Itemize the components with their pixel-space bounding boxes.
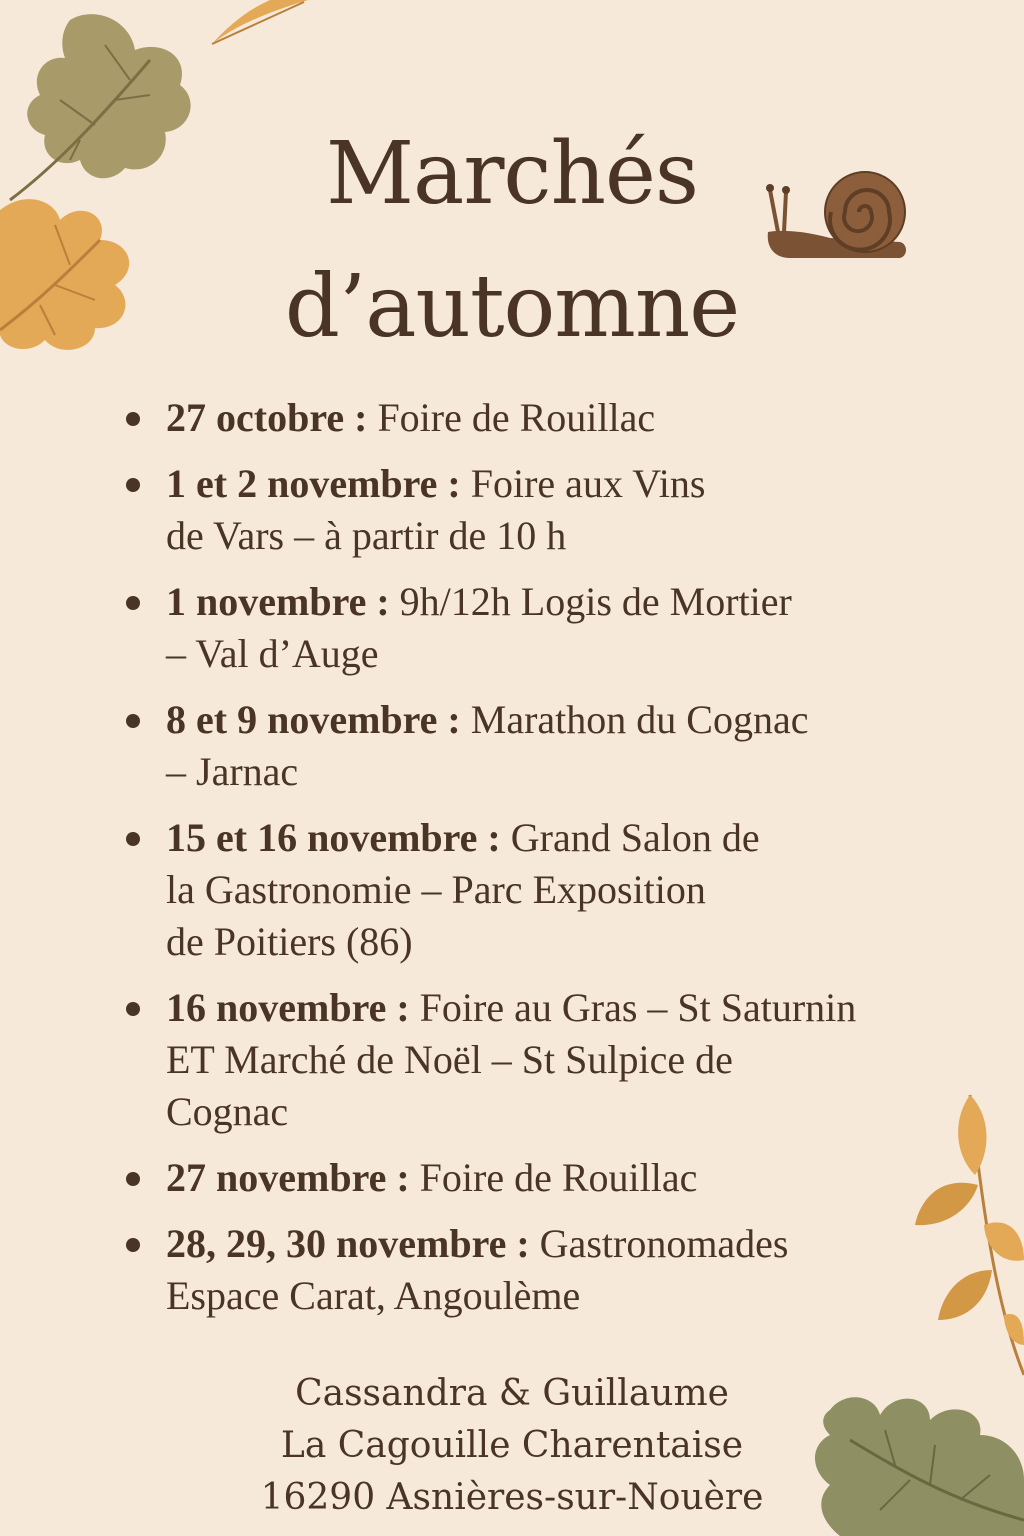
event-line (166, 812, 978, 864)
event-description: 9h/12h Logis de Mortier (399, 579, 792, 624)
bullet-icon (126, 1238, 140, 1252)
organizer-names: Cassandra & Guillaume (295, 1373, 729, 1414)
title-line-2: d’automne (284, 257, 740, 358)
event-description: – Val d’Auge (166, 631, 379, 676)
event-line (166, 392, 978, 444)
business-name: La Cagouille Charentaise (280, 1425, 744, 1466)
event-date: 8 et 9 novembre : (166, 697, 461, 742)
event-description: de Vars – à partir de 10 h (166, 513, 567, 558)
event-item (118, 576, 978, 680)
event-line (166, 982, 978, 1034)
event-description: Foire aux Vins (470, 461, 706, 506)
bullet-icon (126, 478, 140, 492)
event-item (118, 982, 978, 1138)
bullet-icon (126, 1172, 140, 1186)
event-item (118, 458, 978, 562)
address: 16290 Asnières-sur-Nouère (260, 1477, 764, 1518)
event-date: 15 et 16 novembre : (166, 815, 501, 860)
event-description: de Poitiers (86) (166, 919, 413, 964)
event-item (118, 694, 978, 798)
event-line (166, 694, 978, 746)
event-description: Foire au Gras – St Saturnin (419, 985, 857, 1030)
event-line (166, 1152, 978, 1204)
event-description: la Gastronomie – Parc Exposition (166, 867, 706, 912)
organizer-signature (0, 1368, 1024, 1524)
bullet-icon (126, 412, 140, 426)
event-description: ET Marché de Noël – St Sulpice de (166, 1037, 733, 1082)
event-date: 27 octobre : (166, 395, 368, 440)
event-description: Grand Salon de (510, 815, 760, 860)
event-item (118, 812, 978, 968)
event-description: Marathon du Cognac (470, 697, 809, 742)
event-item (118, 1152, 978, 1204)
bullet-icon (126, 832, 140, 846)
event-description: – Jarnac (166, 749, 299, 794)
event-date: 16 novembre : (166, 985, 410, 1030)
bullet-icon (126, 714, 140, 728)
page-title (0, 108, 1024, 375)
bullet-icon (126, 596, 140, 610)
event-description: Gastronomades (539, 1221, 789, 1266)
event-date: 1 et 2 novembre : (166, 461, 461, 506)
event-line (166, 1218, 978, 1270)
event-description: Foire de Rouillac (419, 1155, 698, 1200)
event-date: 1 novembre : (166, 579, 390, 624)
event-item (118, 1218, 978, 1322)
bullet-icon (126, 1002, 140, 1016)
event-description: Cognac (166, 1089, 289, 1134)
event-date: 28, 29, 30 novembre : (166, 1221, 530, 1266)
events-list (118, 392, 978, 1336)
event-line (166, 576, 978, 628)
event-date: 27 novembre : (166, 1155, 410, 1200)
autumn-leaf-icon (200, 0, 310, 50)
event-description: Espace Carat, Angoulème (166, 1273, 581, 1318)
title-line-1: Marchés (325, 124, 699, 224)
event-description: Foire de Rouillac (377, 395, 656, 440)
event-item (118, 392, 978, 444)
event-line (166, 458, 978, 510)
